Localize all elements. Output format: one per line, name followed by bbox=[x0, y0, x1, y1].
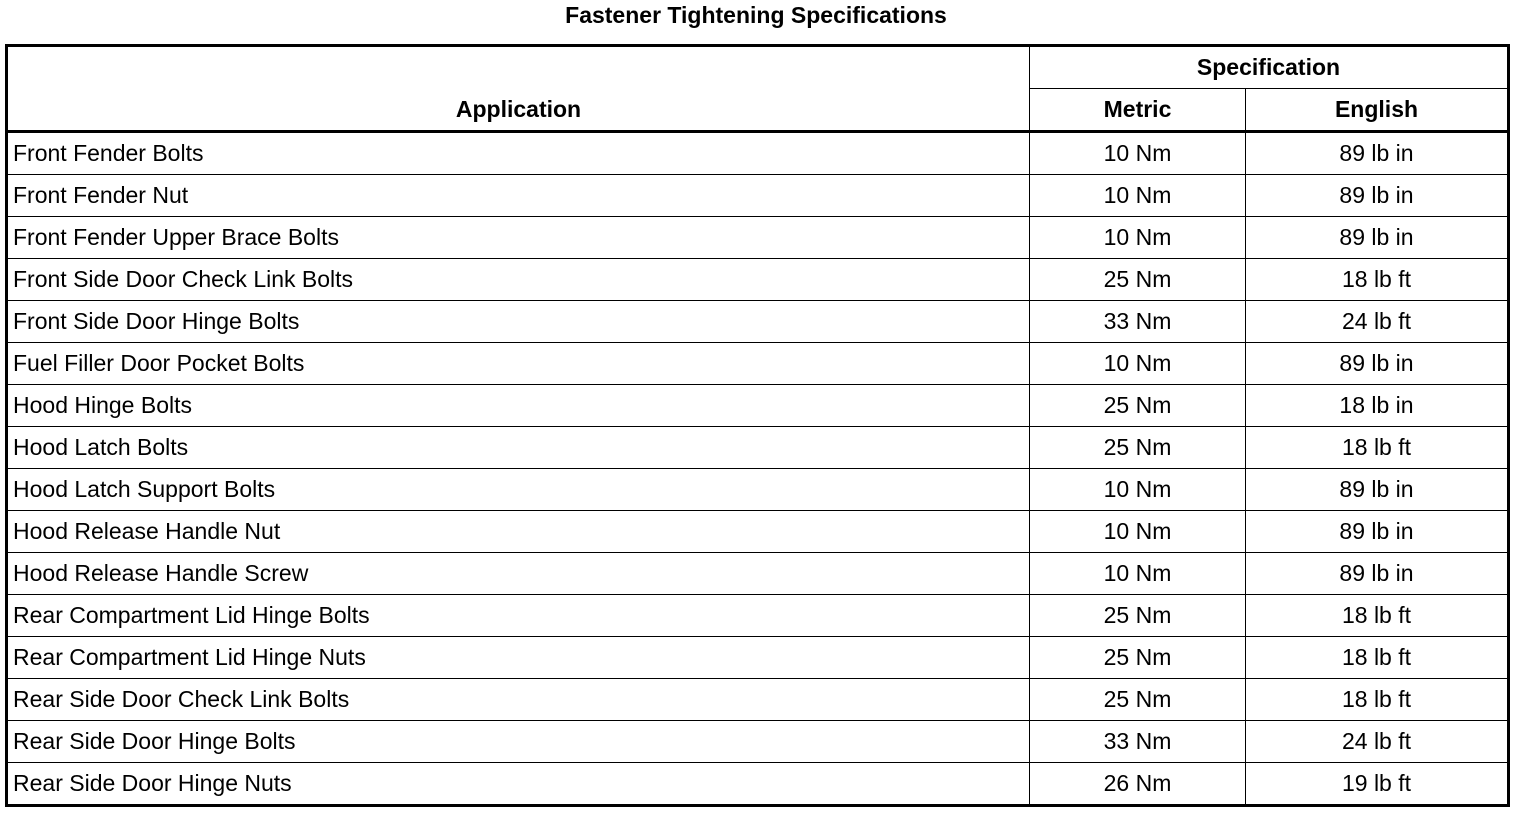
table-header bbox=[7, 46, 1509, 132]
application-cell: Hood Release Handle Nut bbox=[7, 511, 1030, 553]
application-cell: Rear Side Door Check Link Bolts bbox=[7, 679, 1030, 721]
table-row bbox=[7, 385, 1509, 427]
column-header-metric: Metric bbox=[1030, 89, 1246, 132]
table-row bbox=[7, 721, 1509, 763]
english-cell: 89 lb in bbox=[1246, 343, 1509, 385]
metric-cell: 25 Nm bbox=[1030, 259, 1246, 301]
english-cell: 89 lb in bbox=[1246, 175, 1509, 217]
header-row-top bbox=[7, 46, 1509, 89]
table-row bbox=[7, 679, 1509, 721]
metric-cell: 26 Nm bbox=[1030, 763, 1246, 806]
metric-cell: 10 Nm bbox=[1030, 511, 1246, 553]
english-cell: 18 lb in bbox=[1246, 385, 1509, 427]
metric-cell: 25 Nm bbox=[1030, 637, 1246, 679]
application-cell: Rear Side Door Hinge Nuts bbox=[7, 763, 1030, 806]
english-cell: 19 lb ft bbox=[1246, 763, 1509, 806]
metric-cell: 10 Nm bbox=[1030, 217, 1246, 259]
english-cell: 24 lb ft bbox=[1246, 301, 1509, 343]
table-row bbox=[7, 469, 1509, 511]
table-row bbox=[7, 637, 1509, 679]
english-cell: 24 lb ft bbox=[1246, 721, 1509, 763]
application-cell: Hood Release Handle Screw bbox=[7, 553, 1030, 595]
metric-cell: 33 Nm bbox=[1030, 721, 1246, 763]
application-cell: Rear Compartment Lid Hinge Nuts bbox=[7, 637, 1030, 679]
english-cell: 89 lb in bbox=[1246, 553, 1509, 595]
table-row bbox=[7, 343, 1509, 385]
english-cell: 18 lb ft bbox=[1246, 637, 1509, 679]
metric-cell: 33 Nm bbox=[1030, 301, 1246, 343]
table-row bbox=[7, 553, 1509, 595]
table-row bbox=[7, 511, 1509, 553]
application-cell: Hood Latch Bolts bbox=[7, 427, 1030, 469]
metric-cell: 10 Nm bbox=[1030, 175, 1246, 217]
column-header-english: English bbox=[1246, 89, 1509, 132]
english-cell: 89 lb in bbox=[1246, 511, 1509, 553]
metric-cell: 25 Nm bbox=[1030, 595, 1246, 637]
page-title: Fastener Tightening Specifications bbox=[565, 2, 947, 28]
english-cell: 18 lb ft bbox=[1246, 427, 1509, 469]
application-cell: Rear Side Door Hinge Bolts bbox=[7, 721, 1030, 763]
table-row bbox=[7, 259, 1509, 301]
metric-cell: 10 Nm bbox=[1030, 469, 1246, 511]
application-cell: Rear Compartment Lid Hinge Bolts bbox=[7, 595, 1030, 637]
table-row bbox=[7, 427, 1509, 469]
application-cell: Front Fender Upper Brace Bolts bbox=[7, 217, 1030, 259]
application-cell: Front Fender Bolts bbox=[7, 132, 1030, 175]
english-cell: 18 lb ft bbox=[1246, 259, 1509, 301]
english-cell: 18 lb ft bbox=[1246, 679, 1509, 721]
table-row bbox=[7, 217, 1509, 259]
column-header-specification: Specification bbox=[1030, 46, 1509, 89]
table-row bbox=[7, 763, 1509, 806]
application-cell: Front Side Door Check Link Bolts bbox=[7, 259, 1030, 301]
metric-cell: 10 Nm bbox=[1030, 132, 1246, 175]
english-cell: 89 lb in bbox=[1246, 217, 1509, 259]
application-cell: Hood Latch Support Bolts bbox=[7, 469, 1030, 511]
application-cell: Fuel Filler Door Pocket Bolts bbox=[7, 343, 1030, 385]
table-row bbox=[7, 301, 1509, 343]
table-row bbox=[7, 595, 1509, 637]
fastener-spec-table bbox=[5, 44, 1510, 807]
metric-cell: 25 Nm bbox=[1030, 427, 1246, 469]
metric-cell: 25 Nm bbox=[1030, 385, 1246, 427]
application-cell: Front Fender Nut bbox=[7, 175, 1030, 217]
application-cell: Front Side Door Hinge Bolts bbox=[7, 301, 1030, 343]
metric-cell: 10 Nm bbox=[1030, 553, 1246, 595]
application-cell: Hood Hinge Bolts bbox=[7, 385, 1030, 427]
column-header-application: Application bbox=[7, 46, 1030, 132]
table-row bbox=[7, 132, 1509, 175]
metric-cell: 25 Nm bbox=[1030, 679, 1246, 721]
table-body bbox=[7, 132, 1509, 806]
english-cell: 89 lb in bbox=[1246, 132, 1509, 175]
english-cell: 89 lb in bbox=[1246, 469, 1509, 511]
english-cell: 18 lb ft bbox=[1246, 595, 1509, 637]
table-row bbox=[7, 175, 1509, 217]
metric-cell: 10 Nm bbox=[1030, 343, 1246, 385]
